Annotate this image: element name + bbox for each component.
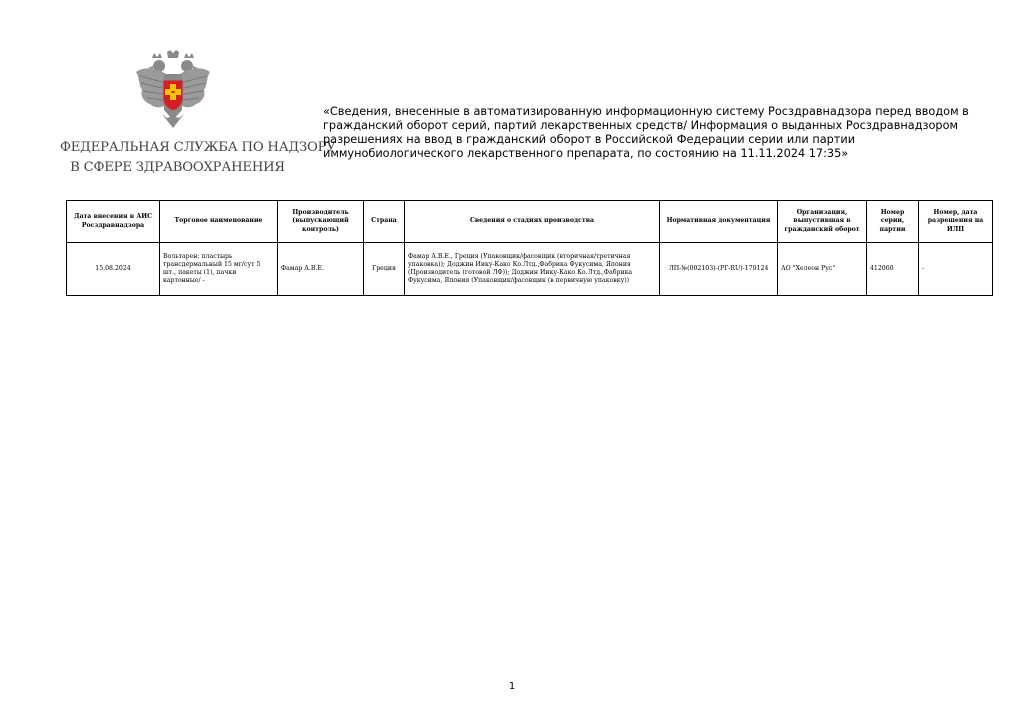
column-header-normative-doc: Нормативная документация [660, 201, 778, 243]
registry-table [66, 200, 993, 296]
cell-normative-doc: ЛП-№(002103)-(РГ-RU)-170124 [660, 243, 778, 296]
column-header-date: Дата внесения в АИС Росздравнадзора [67, 201, 160, 243]
column-header-manufacturer: Производитель (выпускающий контроль) [278, 201, 364, 243]
document-title: «Сведения, внесенные в автоматизированную информационную систему Росздравнадзора перед вводом в гражданский оборот серий, партий лекарственных средств/ Информация о выданных Росздравнадзором разрешениях на ввод в гражданский оборот в Российской Федерации серии или партии иммунобиологического лекарственного препарата, по состоянию на 11.11.2024 17:35» [323, 105, 969, 160]
organization-name [60, 138, 336, 178]
cell-trade-name: Вольтарен; пластырь трансдермальный 15 мг/сут 5 шт., пакеты (1), пачки картонные/ - [160, 243, 278, 296]
org-name-line-2: В СФЕРЕ ЗДРАВООХРАНЕНИЯ [70, 160, 285, 175]
emblem-icon [132, 50, 214, 132]
column-header-stages: Сведения о стадиях производства [405, 201, 660, 243]
column-header-organization: Организация, выпустившая в гражданский оборот [778, 201, 867, 243]
cell-organization: АО "Хелеон Рус" [778, 243, 867, 296]
column-header-country: Страна [364, 201, 405, 243]
table-row [67, 243, 993, 296]
cell-manufacturer: Фамар А.В.Е. [278, 243, 364, 296]
page-number: 1 [508, 681, 516, 692]
cell-series: 412060 [867, 243, 919, 296]
column-header-trade-name: Торговое наименование [160, 201, 278, 243]
column-header-series: Номер серии, партии [867, 201, 919, 243]
org-name-line-1: ФЕДЕРАЛЬНАЯ СЛУЖБА ПО НАДЗОРУ [60, 140, 336, 155]
column-header-permit: Номер, дата разрешения на ИЛП [919, 201, 993, 243]
cell-permit: - [919, 243, 993, 296]
table-header-row [67, 201, 993, 243]
cell-country: Греция [364, 243, 405, 296]
cell-stages: Фамар А.В.Е., Греция (Упаковщик/фасовщик (вторичная/третичная упаковка)); Доджин Иику-Како Ко.Лтд.,Фабрика Фукусима, Япония (Производитель (готовой ЛФ)); Доджин Иику-Како Ко.Лтд.,Фабрика Фукусима, Япония (Упаковщик/фасовщик (в первичную упаковку)) [405, 243, 660, 296]
cell-date: 15.08.2024 [67, 243, 160, 296]
